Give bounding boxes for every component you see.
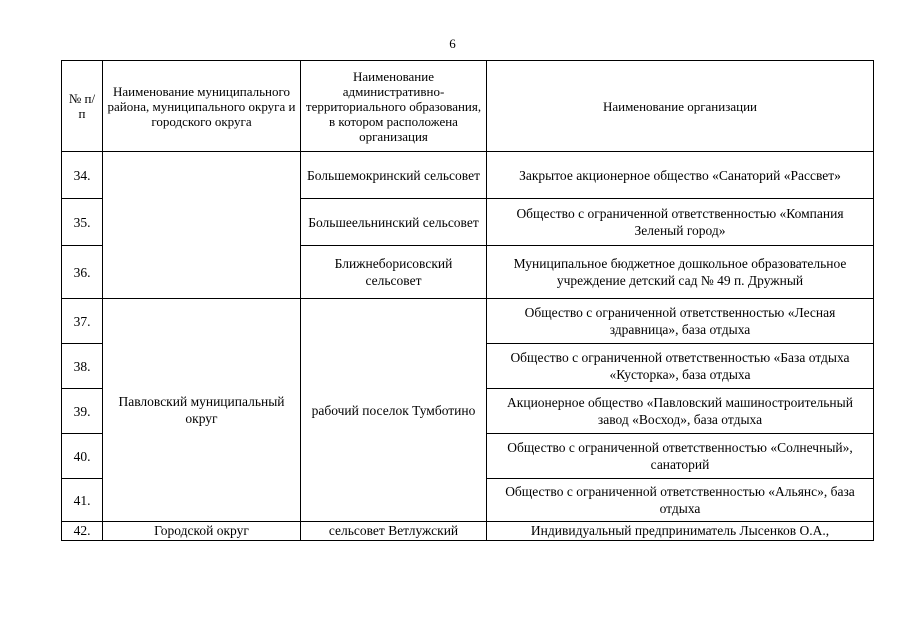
header-organization: Наименование организации: [487, 61, 874, 152]
row-number: 40.: [62, 434, 103, 479]
district-cell-empty: [103, 152, 301, 299]
organization-cell: Общество с ограниченной ответственностью «База отдыха «Кусторка», база отдыха: [487, 344, 874, 389]
table-header-row: [62, 61, 874, 152]
organization-cell: Общество с ограниченной ответственностью «Солнечный», санаторий: [487, 434, 874, 479]
admin-unit-cell: Большеельнинский сельсовет: [301, 199, 487, 246]
header-number: № п/п: [62, 61, 103, 152]
row-number: 41.: [62, 479, 103, 522]
organization-cell: Общество с ограниченной ответственностью «Лесная здравница», база отдыха: [487, 299, 874, 344]
row-number: 38.: [62, 344, 103, 389]
organization-cell: Муниципальное бюджетное дошкольное образовательное учреждение детский сад № 49 п. Дружный: [487, 246, 874, 299]
page-number: 6: [449, 36, 456, 51]
organization-cell: Общество с ограниченной ответственностью «Альянс», база отдыха: [487, 479, 874, 522]
organization-cell: Закрытое акционерное общество «Санаторий «Рассвет»: [487, 152, 874, 199]
admin-unit-cell-tumbotino: рабочий поселок Тумботино: [301, 299, 487, 522]
table-row: [62, 299, 874, 344]
organization-cell: Общество с ограниченной ответственностью «Компания Зеленый город»: [487, 199, 874, 246]
row-number: 42.: [62, 522, 103, 541]
table-row: [62, 152, 874, 199]
admin-unit-cell: Ближнеборисовский сельсовет: [301, 246, 487, 299]
header-district: Наименование муниципального района, муниципального округа и городского округа: [103, 61, 301, 152]
organizations-table: [61, 60, 874, 541]
district-cell-pavlovsky: Павловский муниципальный округ: [103, 299, 301, 522]
row-number: 36.: [62, 246, 103, 299]
row-number: 35.: [62, 199, 103, 246]
table-row: [62, 522, 874, 541]
admin-unit-cell: сельсовет Ветлужский: [301, 522, 487, 541]
admin-unit-cell: Большемокринский сельсовет: [301, 152, 487, 199]
row-number: 34.: [62, 152, 103, 199]
row-number: 39.: [62, 389, 103, 434]
header-admin-unit: Наименование административно-территориального образования, в котором расположена организация: [301, 61, 487, 152]
organization-cell: Акционерное общество «Павловский машиностроительный завод «Восход», база отдыха: [487, 389, 874, 434]
row-number: 37.: [62, 299, 103, 344]
district-cell: Городской округ: [103, 522, 301, 541]
organization-cell: Индивидуальный предприниматель Лысенков О.А.,: [487, 522, 874, 541]
